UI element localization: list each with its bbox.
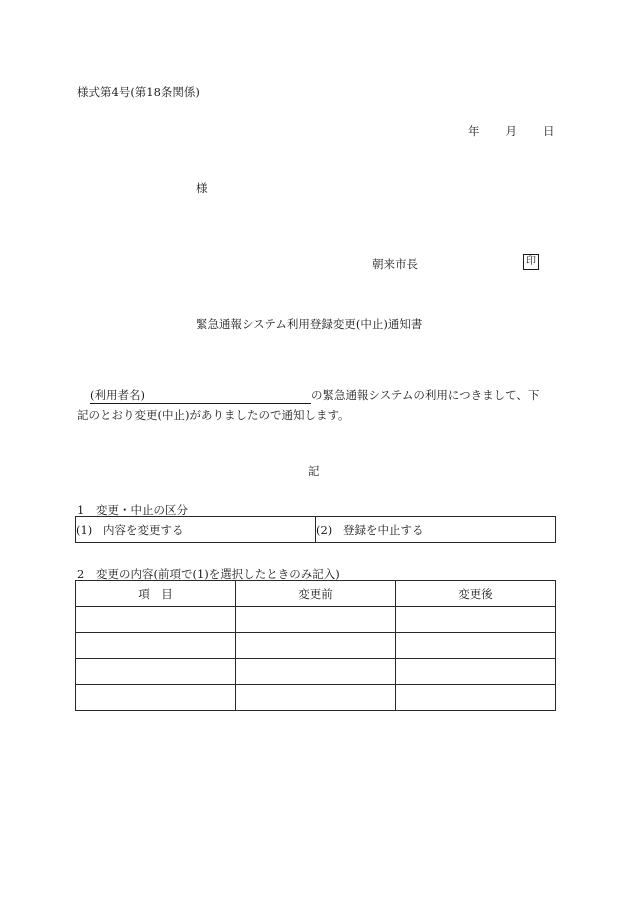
column-header-item: 項 目 — [76, 581, 236, 607]
issuer-title: 朝来市長 — [372, 257, 418, 271]
table-cell[interactable] — [396, 659, 556, 685]
body-line-2: 記のとおり変更(中止)がありましたので通知します。 — [77, 408, 350, 422]
table-cell[interactable] — [396, 633, 556, 659]
body-line-1-text: の緊急通報システムの利用につきまして、下 — [310, 388, 540, 402]
table-header-row — [76, 581, 556, 607]
option-cancel-cell[interactable] — [316, 517, 556, 543]
option-change-cell[interactable] — [76, 517, 316, 543]
change-details-table — [75, 580, 556, 711]
body-line-1 — [90, 387, 539, 404]
seal-mark: 印 — [523, 254, 539, 270]
user-name-blank[interactable] — [145, 389, 311, 404]
option-1-label: 内容を変更する — [103, 522, 184, 537]
option-1-number: (1) — [76, 522, 93, 537]
addressee-suffix: 様 — [196, 181, 208, 195]
day-label: 日 — [543, 124, 555, 138]
column-header-before: 変更前 — [236, 581, 396, 607]
date-line — [468, 123, 555, 139]
ki-heading: 記 — [308, 464, 320, 478]
table-cell[interactable] — [236, 607, 396, 633]
year-label: 年 — [468, 124, 480, 138]
table-row — [76, 659, 556, 685]
table-row — [76, 633, 556, 659]
table-cell[interactable] — [76, 607, 236, 633]
table-cell[interactable] — [236, 659, 396, 685]
table-row — [76, 685, 556, 711]
option-2-number: (2) — [316, 522, 333, 537]
form-number: 様式第4号(第18条関係) — [77, 85, 200, 99]
section-1-options-table — [75, 516, 556, 543]
user-name-label: (利用者名) — [90, 388, 145, 402]
table-cell[interactable] — [236, 685, 396, 711]
table-cell[interactable] — [76, 633, 236, 659]
table-cell[interactable] — [396, 685, 556, 711]
section-2-title: 変更の内容(前項で(1)を選択したときのみ記入) — [96, 567, 340, 581]
table-row — [76, 607, 556, 633]
section-1-title: 変更・中止の区分 — [96, 503, 188, 517]
table-cell[interactable] — [236, 633, 396, 659]
table-cell[interactable] — [76, 685, 236, 711]
month-label: 月 — [505, 124, 517, 138]
table-cell[interactable] — [76, 659, 236, 685]
table-cell[interactable] — [396, 607, 556, 633]
document-title: 緊急通報システム利用登録変更(中止)通知書 — [196, 317, 423, 331]
section-2-number: 2 — [77, 567, 85, 581]
option-2-label: 登録を中止する — [343, 522, 424, 537]
column-header-after: 変更後 — [396, 581, 556, 607]
section-1-number: 1 — [77, 503, 85, 517]
